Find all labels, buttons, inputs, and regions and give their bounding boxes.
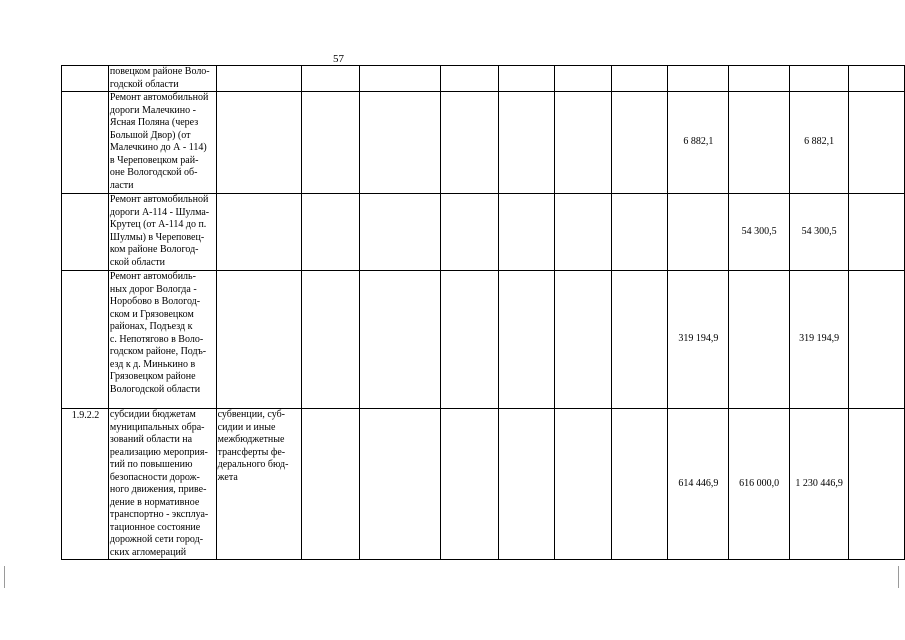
row-name: Ремонт автомобильной дороги А-114 - Шулма- Крутец (от А-114 до п. Шулмы) в Череповец- ком районе Вологод- ской области — [108, 194, 216, 271]
empty-cell — [611, 66, 668, 92]
empty-cell — [360, 194, 441, 271]
row-code — [62, 66, 109, 92]
table-row — [62, 92, 905, 194]
row-value-a — [668, 194, 729, 271]
empty-cell — [301, 66, 359, 92]
row-funding-source: субвенции, суб- сидии и иные межбюджетные трансферты фе- дерального бюд- жета — [216, 409, 301, 560]
row-name: субсидии бюджетам муниципальных обра- зований области на реализацию мероприя- тий по повышению безопасности дорож- ного движения, приве- дение в нормативное транспортно - эксплуа- тационное состояние дорожной сети город- ских агломераций — [108, 409, 216, 560]
row-code — [62, 92, 109, 194]
empty-cell — [498, 66, 555, 92]
row-name: Ремонт автомобильной дороги Малечкино - Ясная Поляна (через Большой Двор) (от Малечкино до А - 114) в Череповецком рай- оне Вологодской об- ласти — [108, 92, 216, 194]
row-value-total: 6 882,1 — [789, 92, 848, 194]
row-value-total: 319 194,9 — [789, 271, 848, 409]
row-code — [62, 194, 109, 271]
empty-cell — [360, 66, 441, 92]
empty-cell — [849, 194, 905, 271]
empty-cell — [360, 271, 441, 409]
empty-cell — [849, 92, 905, 194]
row-value-total — [789, 66, 848, 92]
row-value-b — [729, 66, 790, 92]
table-row — [62, 409, 905, 560]
empty-cell — [441, 66, 499, 92]
empty-cell — [498, 194, 555, 271]
empty-cell — [301, 92, 359, 194]
empty-cell — [441, 271, 499, 409]
row-value-total: 1 230 446,9 — [789, 409, 848, 560]
row-funding-source — [216, 92, 301, 194]
row-code: 1.9.2.2 — [62, 409, 109, 560]
empty-cell — [301, 271, 359, 409]
empty-cell — [498, 271, 555, 409]
row-value-b — [729, 271, 790, 409]
row-value-a — [668, 66, 729, 92]
empty-cell — [555, 66, 612, 92]
empty-cell — [498, 409, 555, 560]
empty-cell — [441, 92, 499, 194]
row-funding-source — [216, 66, 301, 92]
row-value-b — [729, 92, 790, 194]
empty-cell — [555, 92, 612, 194]
budget-table — [61, 65, 905, 560]
empty-cell — [611, 194, 668, 271]
empty-cell — [301, 194, 359, 271]
empty-cell — [441, 194, 499, 271]
empty-cell — [555, 271, 612, 409]
row-name: повецком районе Воло- годской области — [108, 66, 216, 92]
empty-cell — [360, 92, 441, 194]
row-name: Ремонт автомобиль- ных дорог Вологда - Норобово в Вологод- ском и Грязовецком районах, Подъезд к с. Непотягово в Воло- годском районе, Подъ- езд к д. Минькино в Грязовецком районе Вологодской области — [108, 271, 216, 409]
empty-cell — [360, 409, 441, 560]
row-value-b: 616 000,0 — [729, 409, 790, 560]
row-code — [62, 271, 109, 409]
empty-cell — [555, 194, 612, 271]
row-value-a: 614 446,9 — [668, 409, 729, 560]
empty-cell — [555, 409, 612, 560]
row-value-total: 54 300,5 — [789, 194, 848, 271]
row-value-a: 319 194,9 — [668, 271, 729, 409]
scan-edge-mark — [898, 566, 899, 588]
row-funding-source — [216, 194, 301, 271]
table-row — [62, 194, 905, 271]
table-row — [62, 271, 905, 409]
empty-cell — [441, 409, 499, 560]
empty-cell — [611, 409, 668, 560]
empty-cell — [611, 92, 668, 194]
empty-cell — [849, 271, 905, 409]
empty-cell — [611, 271, 668, 409]
scan-edge-mark — [4, 566, 5, 588]
empty-cell — [498, 92, 555, 194]
row-funding-source — [216, 271, 301, 409]
empty-cell — [849, 409, 905, 560]
empty-cell — [849, 66, 905, 92]
page-number: 57 — [333, 53, 344, 65]
row-value-b: 54 300,5 — [729, 194, 790, 271]
row-value-a: 6 882,1 — [668, 92, 729, 194]
table-row — [62, 66, 905, 92]
empty-cell — [301, 409, 359, 560]
